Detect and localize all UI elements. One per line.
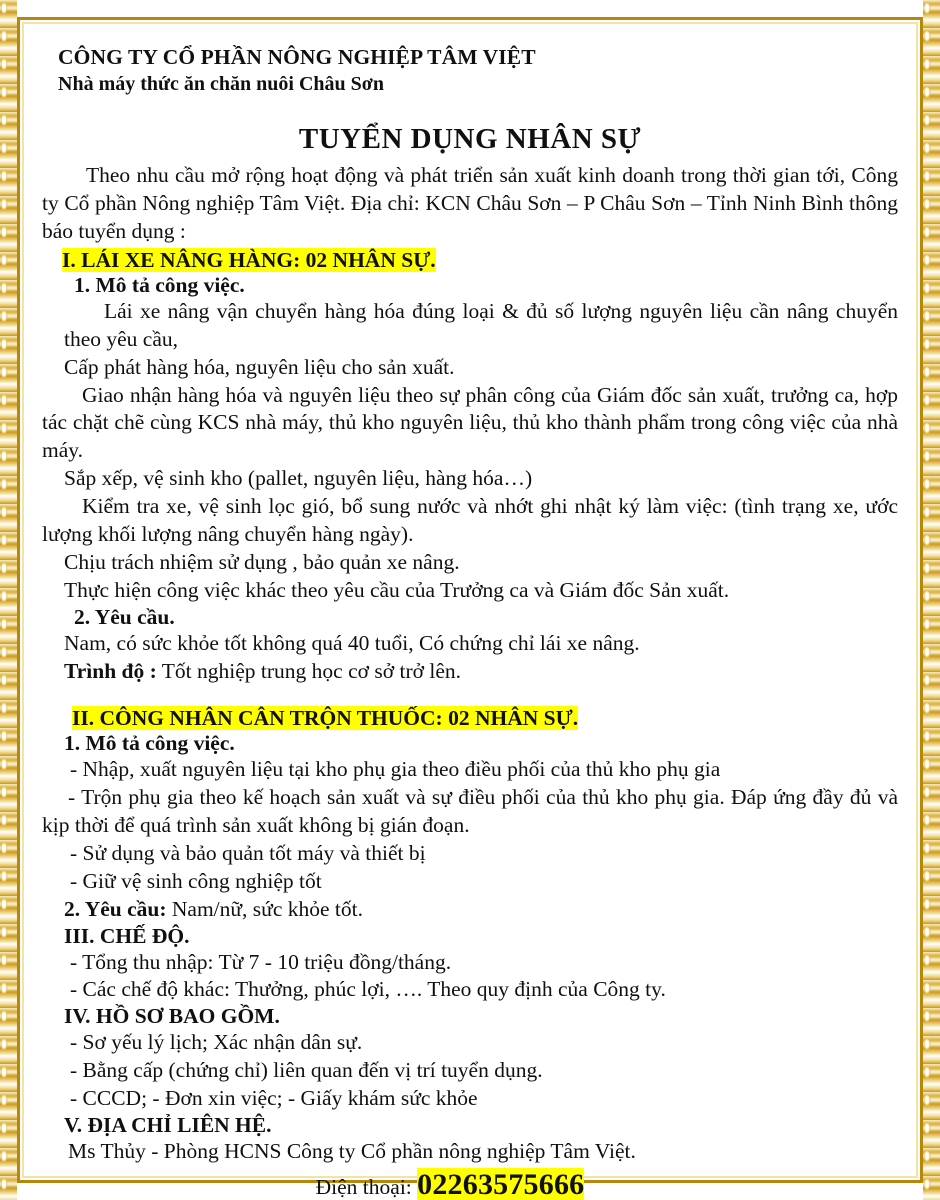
frame-border-top xyxy=(0,0,940,17)
section-2-duty-3: - Sử dụng và bảo quản tốt máy và thiết bị xyxy=(70,840,426,865)
section-1-sub-2-heading: 2. Yêu cầu. xyxy=(74,605,175,629)
letterhead xyxy=(58,44,898,97)
document-content xyxy=(26,26,914,1200)
section-2-sub-2 xyxy=(42,896,898,924)
section-2-sub-2-value: Nam/nữ, sức khỏe tốt. xyxy=(166,896,363,921)
section-2-sub-1-heading: 1. Mô tả công việc. xyxy=(64,730,235,755)
section-4-heading: IV. HỒ SƠ BAO GỒM. xyxy=(64,1004,280,1029)
section-3-item-2: - Các chế độ khác: Thưởng, phúc lợi, …. Theo quy định của Công ty. xyxy=(70,977,666,1002)
section-4-item-2: - Bằng cấp (chứng chỉ) liên quan đến vị trí tuyển dụng. xyxy=(70,1058,543,1083)
section-1-requirement-2-label: Trình độ : xyxy=(64,658,157,683)
section-2-duty-4: - Giữ vệ sinh công nghiệp tốt xyxy=(70,868,322,893)
phone-row xyxy=(42,1168,898,1200)
frame-border-left xyxy=(0,0,17,1200)
phone-number[interactable]: 02263575666 xyxy=(417,1168,585,1200)
section-4-item-1: - Sơ yếu lý lịch; Xác nhận dân sự. xyxy=(70,1030,363,1055)
section-2-heading-text: II. CÔNG NHÂN CÂN TRỘN THUỐC: 02 NHÂN SỰ. xyxy=(72,705,579,730)
page-title: TUYỂN DỤNG NHÂN SỰ xyxy=(298,122,642,155)
section-5-heading: V. ĐỊA CHỈ LIÊN HỆ. xyxy=(64,1113,272,1138)
section-1-heading-text: I. LÁI XE NÂNG HÀNG: 02 NHÂN SỰ. xyxy=(62,247,436,272)
frame-border-right xyxy=(923,0,940,1200)
section-1-requirement-1: Nam, có sức khỏe tốt không quá 40 tuổi, Có chứng chỉ lái xe nâng. xyxy=(64,631,640,655)
section-1-duty-7: Thực hiện công việc khác theo yêu cầu của Trưởng ca và Giám đốc Sản xuất. xyxy=(64,578,730,603)
contact-person: Ms Thủy - Phòng HCNS Công ty Cổ phần nông nghiệp Tâm Việt. xyxy=(68,1139,636,1164)
section-2-sub-2-label: 2. Yêu cầu: xyxy=(64,896,167,921)
section-4-item-3: - CCCD; - Đơn xin việc; - Giấy khám sức khỏe xyxy=(70,1086,478,1111)
section-1-sub-1-heading: 1. Mô tả công việc. xyxy=(74,272,245,297)
section-3-heading: III. CHẾ ĐỘ. xyxy=(64,923,190,948)
intro-paragraph: Theo nhu cầu mở rộng hoạt động và phát triển sản xuất kinh doanh trong thời gian tới, Công ty Cổ phần Nông nghiệp Tâm Việt. Địa chỉ: KCN Châu Sơn – P Châu Sơn – Tỉnh Ninh Bình thông báo tuyển dụng : xyxy=(42,162,898,243)
section-1-requirement-2-value: Tốt nghiệp trung học cơ sở trở lên. xyxy=(156,658,461,683)
section-1-heading xyxy=(42,248,898,273)
phone-label: Điện thoại: xyxy=(315,1175,418,1200)
section-1-duty-5: Kiểm tra xe, vệ sinh lọc gió, bổ sung nước và nhớt ghi nhật ký làm việc: (tình trạng xe, ước lượng khối lượng nâng chuyển hàng ngày). xyxy=(42,494,898,547)
section-1-duty-1: Lái xe nâng vận chuyển hàng hóa đúng loại & đủ số lượng nguyên liệu cần nâng chuyển theo yêu cầu, xyxy=(64,298,898,351)
section-1-requirement-2 xyxy=(42,658,898,686)
section-1-duty-2: Cấp phát hàng hóa, nguyên liệu cho sản xuất. xyxy=(64,354,455,379)
section-2-duty-2: - Trộn phụ gia theo kế hoạch sản xuất và sự điều phối của thủ kho phụ gia. Đáp ứng đầy đủ và kịp thời để quá trình sản xuất không bị gián đoạn. xyxy=(42,784,898,837)
section-1-duty-4: Sắp xếp, vệ sinh kho (pallet, nguyên liệu, hàng hóa…) xyxy=(64,466,533,491)
spacer-section-2 xyxy=(42,686,898,704)
section-2-duty-1: - Nhập, xuất nguyên liệu tại kho phụ gia theo điều phối của thủ kho phụ gia xyxy=(70,756,721,781)
company-unit: Nhà máy thức ăn chăn nuôi Châu Sơn xyxy=(58,72,384,95)
company-name: CÔNG TY CỔ PHẦN NÔNG NGHIỆP TÂM VIỆT xyxy=(58,45,536,69)
section-1-duty-3: Giao nhận hàng hóa và nguyên liệu theo sự phân công của Giám đốc sản xuất, trưởng ca, hợp tác chặt chẽ cùng KCS nhà máy, thủ kho nguyên liệu, thủ kho thành phẩm trong công việc của nhà máy. xyxy=(42,382,898,463)
section-1-duty-6: Chịu trách nhiệm sử dụng , bảo quản xe nâng. xyxy=(64,550,460,575)
section-2-heading xyxy=(42,706,898,731)
section-3-item-1: - Tổng thu nhập: Từ 7 - 10 triệu đồng/tháng. xyxy=(70,949,452,974)
